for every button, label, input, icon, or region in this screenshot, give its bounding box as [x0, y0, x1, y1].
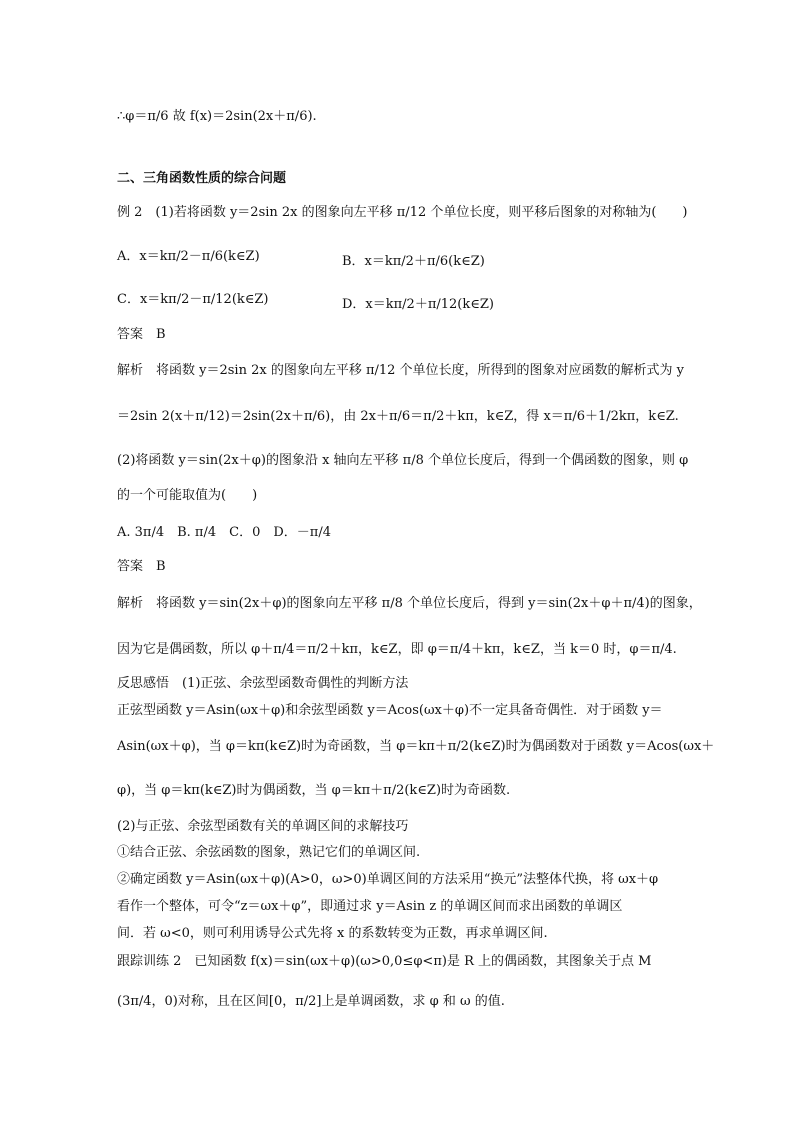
option-c: C．x＝kπ/2－π/12(k∈Z)	[117, 292, 269, 307]
reflection-line-4: (2)与正弦、余弦型函数有关的单调区间的求解技巧	[117, 819, 409, 834]
example-2-part-2-line-2: 的一个可能取值为( )	[117, 488, 258, 503]
example-2-part-2-line-1: (2)将函数 y＝sin(2x＋φ)的图象沿 x 轴向左平移 π/8 个单位长度后，得到一个偶函数的图象，则 φ	[117, 453, 689, 468]
analysis-1-line-2: ＝2sin 2(x＋π/12)＝2sin(2x＋π/6)，由 2x＋π/6＝π/2＋kπ，k∈Z，得 x＝π/6＋1/2kπ，k∈Z.	[117, 409, 679, 424]
practice-2-line-1: 跟踪训练 2 已知函数 f(x)＝sin(ωx＋φ)(ω>0,0≤φ<π)是 R 上的偶函数，其图象关于点 M	[117, 954, 652, 969]
answer-1: 答案 B	[117, 327, 166, 342]
option-a: A．x＝kπ/2－π/6(k∈Z)	[117, 249, 260, 264]
analysis-2-line-2: 因为它是偶函数，所以 φ＋π/4＝π/2＋kπ，k∈Z，即 φ＝π/4＋kπ，k∈Z，当 k＝0 时，φ＝π/4.	[117, 642, 677, 657]
reflection-line-7: 看作一个整体，可令“z＝ωx＋φ”，即通过求 y＝Asin z 的单调区间而求出函数的单调区	[117, 899, 623, 914]
reflection-line-6: ②确定函数 y＝Asin(ωx＋φ)(A>0，ω>0)单调区间的方法采用“换元”法整体代换，将 ωx＋φ	[117, 872, 659, 887]
reflection-line-3: φ)，当 φ＝kπ(k∈Z)时为偶函数，当 φ＝kπ＋π/2(k∈Z)时为奇函数.	[117, 783, 511, 798]
reflection-heading: 反思感悟 (1)正弦、余弦型函数奇偶性的判断方法	[117, 676, 409, 691]
reflection-line-1: 正弦型函数 y＝Asin(ωx＋φ)和余弦型函数 y＝Acos(ωx＋φ)不一定具备奇偶性．对于函数 y＝	[117, 703, 663, 718]
reflection-line-2: Asin(ωx＋φ)，当 φ＝kπ(k∈Z)时为奇函数，当 φ＝kπ＋π/2(k∈Z)时为偶函数对于函数 y＝Acos(ωx＋	[117, 739, 715, 754]
analysis-1-line-1: 解析 将函数 y＝2sin 2x 的图象向左平移 π/12 个单位长度，所得到的图象对应函数的解析式为 y	[117, 363, 685, 378]
analysis-2-line-1: 解析 将函数 y＝sin(2x＋φ)的图象向左平移 π/8 个单位长度后，得到 y＝sin(2x＋φ＋π/4)的图象，	[117, 596, 702, 611]
practice-2-line-2: (3π/4，0)对称，且在区间[0，π/2]上是单调函数，求 φ 和 ω 的值.	[117, 994, 505, 1009]
options-part-2: A. 3π/4 B. π/4 C．0 D．－π/4	[117, 525, 331, 540]
reflection-line-5: ①结合正弦、余弦函数的图象，熟记它们的单调区间.	[117, 845, 421, 860]
section-heading: 二、三角函数性质的综合问题	[117, 171, 287, 186]
answer-2: 答案 B	[117, 559, 166, 574]
solution-conclusion-line: ∴φ＝π/6 故 f(x)＝2sin(2x＋π/6).	[117, 109, 317, 124]
example-2-part-1: 例 2 (1)若将函数 y＝2sin 2x 的图象向左平移 π/12 个单位长度，则平移后图象的对称轴为( )	[117, 205, 688, 220]
option-d: D．x＝kπ/2＋π/12(k∈Z)	[342, 297, 494, 312]
reflection-line-8: 间．若 ω<0，则可利用诱导公式先将 x 的系数转变为正数，再求单调区间.	[117, 926, 548, 941]
option-b: B．x＝kπ/2＋π/6(k∈Z)	[342, 254, 485, 269]
